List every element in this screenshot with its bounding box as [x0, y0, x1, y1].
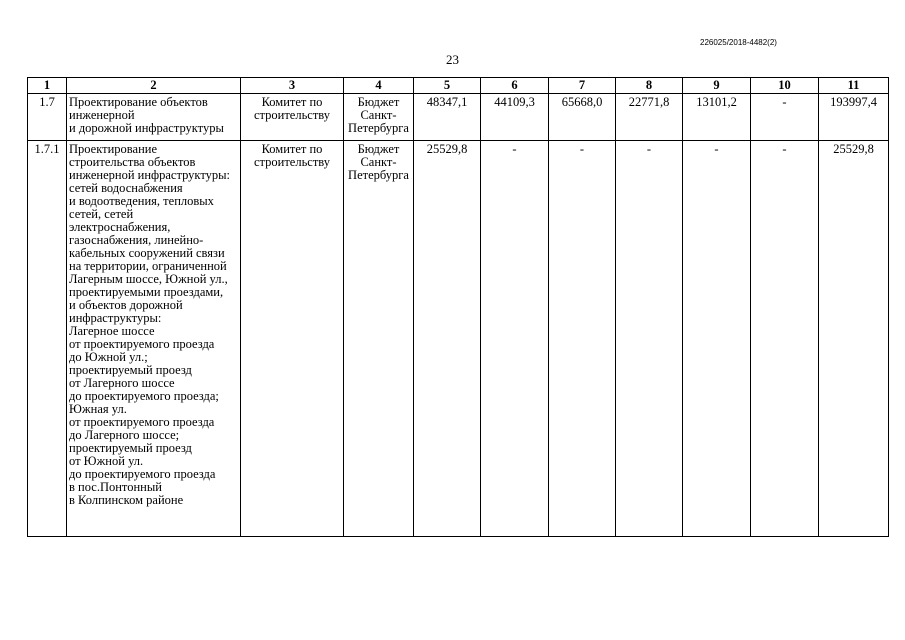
header-cell-9: 9 — [683, 78, 751, 94]
header-row — [28, 78, 889, 94]
row-value-6: - — [481, 141, 549, 537]
row-value-6: 44109,3 — [481, 94, 549, 141]
row-value-8: - — [616, 141, 683, 537]
page-number: 23 — [446, 52, 459, 67]
row-name: Проектирование строительства объектов инженерной инфраструктуры: сетей водоснабжения и водоотведения, тепловых сетей, сетей электроснабжения, газоснабжения, линейно- кабельных сооружений связи на территории, ограниченной Лагерным шоссе, Южной ул., проектируемыми проездами, и объектов дорожной инфраструктуры: Лагерное шоссе от проектируемого проезда до Южной ул.; проектируемый проезд от Лагерного шоссе до проектируемого проезда; Южная ул. от проектируемого проезда до Лагерного шоссе; проектируемый проезд от Южной ул. до проектируемого проезда в пос.Понтонный в Колпинском районе — [67, 141, 241, 537]
row-value-10: - — [751, 94, 819, 141]
row-value-9: 13101,2 — [683, 94, 751, 141]
header-cell-10: 10 — [751, 78, 819, 94]
header-cell-3: 3 — [241, 78, 344, 94]
row-executor: Комитет по строительству — [241, 94, 344, 141]
row-value-11: 25529,8 — [819, 141, 889, 537]
header-cell-8: 8 — [616, 78, 683, 94]
row-value-7: - — [549, 141, 616, 537]
row-executor: Комитет по строительству — [241, 141, 344, 537]
header-cell-1: 1 — [28, 78, 67, 94]
header-cell-2: 2 — [67, 78, 241, 94]
header-cell-4: 4 — [344, 78, 414, 94]
row-value-7: 65668,0 — [549, 94, 616, 141]
header-cell-5: 5 — [414, 78, 481, 94]
row-code: 1.7.1 — [28, 141, 67, 537]
header-cell-7: 7 — [549, 78, 616, 94]
row-code: 1.7 — [28, 94, 67, 141]
row-value-9: - — [683, 141, 751, 537]
registration-number: 226025/2018-4482(2) — [700, 38, 777, 47]
row-name: Проектирование объектов инженерной и дорожной инфраструктуры — [67, 94, 241, 141]
header-cell-6: 6 — [481, 78, 549, 94]
table-row — [28, 94, 889, 141]
header-cell-11: 11 — [819, 78, 889, 94]
program-table — [27, 77, 889, 537]
row-funding-source: Бюджет Санкт- Петербурга — [344, 94, 414, 141]
row-value-11: 193997,4 — [819, 94, 889, 141]
row-value-8: 22771,8 — [616, 94, 683, 141]
row-funding-source: Бюджет Санкт- Петербурга — [344, 141, 414, 537]
row-value-5: 48347,1 — [414, 94, 481, 141]
row-value-5: 25529,8 — [414, 141, 481, 537]
row-value-10: - — [751, 141, 819, 537]
table-row — [28, 141, 889, 537]
